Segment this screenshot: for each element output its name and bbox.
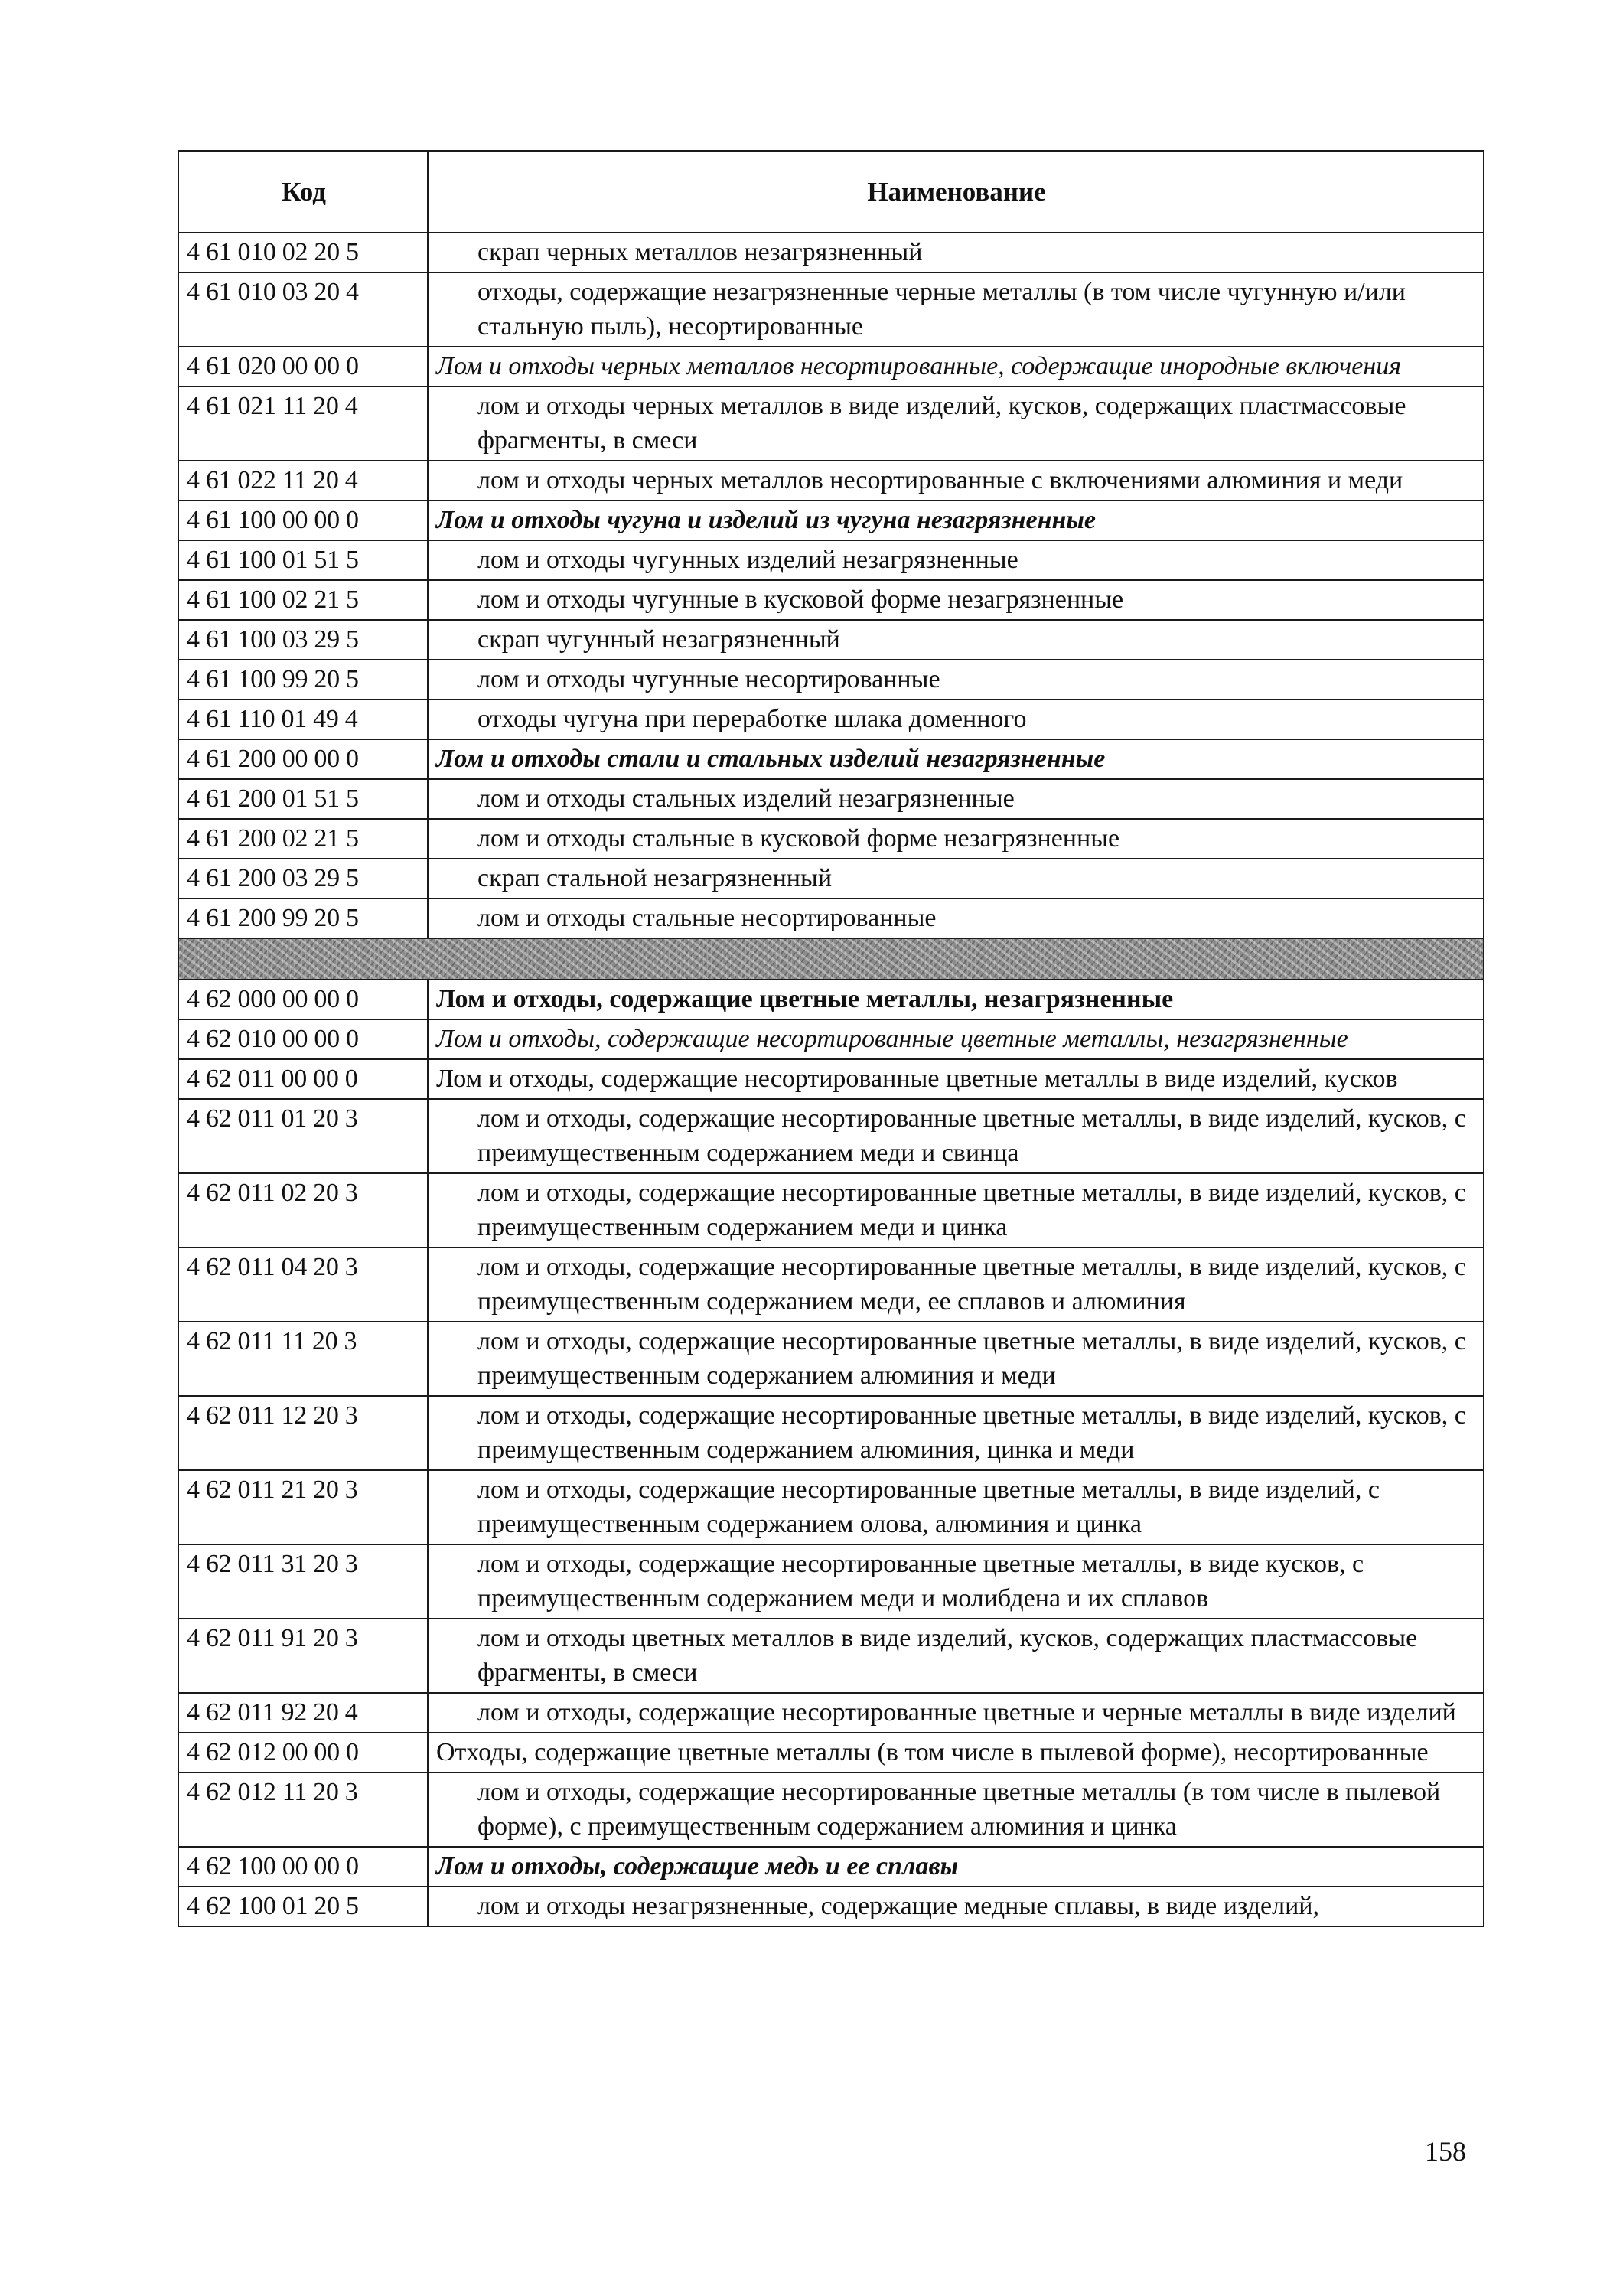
waste-code-cell: 4 62 011 00 00 0	[178, 1059, 428, 1099]
table-body	[178, 233, 1484, 1926]
table-row	[178, 272, 1484, 347]
waste-code-cell: 4 61 100 99 20 5	[178, 660, 428, 700]
waste-code-cell: 4 61 200 01 51 5	[178, 779, 428, 819]
table-row	[178, 1019, 1484, 1059]
waste-name-cell: лом и отходы, содержащие несортированные цветные и черные металлы в виде изделий	[428, 1693, 1484, 1733]
waste-code-cell: 4 61 020 00 00 0	[178, 347, 428, 386]
waste-code-cell: 4 61 021 11 20 4	[178, 386, 428, 461]
waste-name-cell: Лом и отходы, содержащие несортированные цветные металлы, незагрязненные	[428, 1019, 1484, 1059]
waste-name-cell: Лом и отходы, содержащие медь и ее сплавы	[428, 1847, 1484, 1887]
waste-name-cell: лом и отходы чугунные несортированные	[428, 660, 1484, 700]
waste-name-cell: лом и отходы стальных изделий незагрязненные	[428, 779, 1484, 819]
waste-classification-table	[178, 150, 1484, 1927]
table-row	[178, 779, 1484, 819]
table-row	[178, 980, 1484, 1019]
table-row	[178, 461, 1484, 501]
table-row	[178, 1619, 1484, 1693]
waste-name-cell: лом и отходы черных металлов в виде изделий, кусков, содержащих пластмассовые фрагменты, в смеси	[428, 386, 1484, 461]
waste-name-cell: отходы, содержащие незагрязненные черные металлы (в том числе чугунную и/или стальную пыль), несортированные	[428, 272, 1484, 347]
waste-name-cell: лом и отходы, содержащие несортированные цветные металлы, в виде изделий, с преимущественным содержанием олова, алюминия и цинка	[428, 1470, 1484, 1544]
table-row	[178, 1773, 1484, 1847]
column-header-code: Код	[178, 151, 428, 233]
waste-name-cell: лом и отходы, содержащие несортированные цветные металлы, в виде изделий, кусков, с преимущественным содержанием меди и свинца	[428, 1099, 1484, 1173]
waste-code-cell: 4 62 011 01 20 3	[178, 1099, 428, 1173]
waste-code-cell: 4 61 100 02 21 5	[178, 580, 428, 620]
table-row	[178, 1247, 1484, 1322]
table-row	[178, 1847, 1484, 1887]
waste-name-cell: скрап стальной незагрязненный	[428, 859, 1484, 899]
table-row	[178, 1544, 1484, 1619]
waste-code-cell: 4 61 200 99 20 5	[178, 899, 428, 938]
waste-name-cell: лом и отходы стальные несортированные	[428, 899, 1484, 938]
table-row	[178, 1887, 1484, 1926]
table-row	[178, 347, 1484, 386]
table-row	[178, 540, 1484, 580]
waste-code-cell: 4 62 011 31 20 3	[178, 1544, 428, 1619]
shaded-separator-row	[178, 938, 1484, 980]
table-row	[178, 620, 1484, 660]
waste-code-cell: 4 61 200 00 00 0	[178, 739, 428, 779]
waste-name-cell: лом и отходы, содержащие несортированные цветные металлы (в том числе в пылевой форме), с преимущественным содержанием алюминия и цинка	[428, 1773, 1484, 1847]
column-header-name: Наименование	[428, 151, 1484, 233]
table-header-row	[178, 151, 1484, 233]
table-row	[178, 1099, 1484, 1173]
waste-name-cell: Лом и отходы стали и стальных изделий незагрязненные	[428, 739, 1484, 779]
waste-name-cell: Лом и отходы, содержащие цветные металлы, незагрязненные	[428, 980, 1484, 1019]
waste-code-cell: 4 62 011 02 20 3	[178, 1173, 428, 1247]
table-row	[178, 1322, 1484, 1396]
table-row	[178, 859, 1484, 899]
waste-name-cell: лом и отходы чугунных изделий незагрязненные	[428, 540, 1484, 580]
waste-name-cell: лом и отходы черных металлов несортированные с включениями алюминия и меди	[428, 461, 1484, 501]
waste-code-cell: 4 61 100 03 29 5	[178, 620, 428, 660]
waste-name-cell: лом и отходы, содержащие несортированные цветные металлы, в виде изделий, кусков, с преимущественным содержанием алюминия, цинка и меди	[428, 1396, 1484, 1470]
waste-code-cell: 4 62 100 01 20 5	[178, 1887, 428, 1926]
waste-code-cell: 4 62 011 11 20 3	[178, 1322, 428, 1396]
waste-code-cell: 4 62 011 92 20 4	[178, 1693, 428, 1733]
table-row	[178, 739, 1484, 779]
table-row	[178, 660, 1484, 700]
waste-name-cell: лом и отходы стальные в кусковой форме незагрязненные	[428, 819, 1484, 859]
table-row	[178, 938, 1484, 980]
table-row	[178, 1470, 1484, 1544]
waste-code-cell: 4 62 011 21 20 3	[178, 1470, 428, 1544]
waste-code-cell: 4 61 110 01 49 4	[178, 700, 428, 739]
waste-code-cell: 4 61 100 01 51 5	[178, 540, 428, 580]
table-row	[178, 1693, 1484, 1733]
waste-code-cell: 4 62 011 12 20 3	[178, 1396, 428, 1470]
waste-name-cell: скрап черных металлов незагрязненный	[428, 233, 1484, 272]
waste-name-cell: лом и отходы чугунные в кусковой форме незагрязненные	[428, 580, 1484, 620]
table-row	[178, 899, 1484, 938]
table-row	[178, 501, 1484, 540]
waste-code-cell: 4 62 011 91 20 3	[178, 1619, 428, 1693]
waste-name-cell: отходы чугуна при переработке шлака доменного	[428, 700, 1484, 739]
table-row	[178, 819, 1484, 859]
waste-code-cell: 4 61 200 03 29 5	[178, 859, 428, 899]
waste-name-cell: лом и отходы, содержащие несортированные цветные металлы, в виде изделий, кусков, с преимущественным содержанием алюминия и меди	[428, 1322, 1484, 1396]
waste-code-cell: 4 62 011 04 20 3	[178, 1247, 428, 1322]
waste-code-cell: 4 62 012 00 00 0	[178, 1733, 428, 1773]
waste-name-cell: лом и отходы, содержащие несортированные цветные металлы, в виде изделий, кусков, с преимущественным содержанием меди, ее сплавов и алюминия	[428, 1247, 1484, 1322]
waste-code-cell: 4 62 100 00 00 0	[178, 1847, 428, 1887]
waste-code-cell: 4 61 200 02 21 5	[178, 819, 428, 859]
page-number: 158	[1425, 2136, 1466, 2167]
waste-code-cell: 4 62 000 00 00 0	[178, 980, 428, 1019]
waste-name-cell: лом и отходы, содержащие несортированные цветные металлы, в виде изделий, кусков, с преимущественным содержанием меди и цинка	[428, 1173, 1484, 1247]
waste-name-cell: скрап чугунный незагрязненный	[428, 620, 1484, 660]
table-row	[178, 1059, 1484, 1099]
table-row	[178, 1396, 1484, 1470]
waste-name-cell: лом и отходы цветных металлов в виде изделий, кусков, содержащих пластмассовые фрагменты, в смеси	[428, 1619, 1484, 1693]
waste-code-cell: 4 61 100 00 00 0	[178, 501, 428, 540]
table-row	[178, 386, 1484, 461]
waste-name-cell: лом и отходы, содержащие несортированные цветные металлы, в виде кусков, с преимущественным содержанием меди и молибдена и их сплавов	[428, 1544, 1484, 1619]
waste-name-cell: лом и отходы незагрязненные, содержащие медные сплавы, в виде изделий,	[428, 1887, 1484, 1926]
table-row	[178, 1173, 1484, 1247]
waste-name-cell: Отходы, содержащие цветные металлы (в том числе в пылевой форме), несортированные	[428, 1733, 1484, 1773]
waste-code-cell: 4 61 010 03 20 4	[178, 272, 428, 347]
waste-code-cell: 4 61 022 11 20 4	[178, 461, 428, 501]
waste-name-cell: Лом и отходы чугуна и изделий из чугуна незагрязненные	[428, 501, 1484, 540]
table-row	[178, 1733, 1484, 1773]
table-row	[178, 233, 1484, 272]
waste-code-cell: 4 62 010 00 00 0	[178, 1019, 428, 1059]
waste-code-cell: 4 62 012 11 20 3	[178, 1773, 428, 1847]
waste-code-cell: 4 61 010 02 20 5	[178, 233, 428, 272]
waste-name-cell: Лом и отходы, содержащие несортированные цветные металлы в виде изделий, кусков	[428, 1059, 1484, 1099]
waste-name-cell: Лом и отходы черных металлов несортированные, содержащие инородные включения	[428, 347, 1484, 386]
table-row	[178, 700, 1484, 739]
table-row	[178, 580, 1484, 620]
